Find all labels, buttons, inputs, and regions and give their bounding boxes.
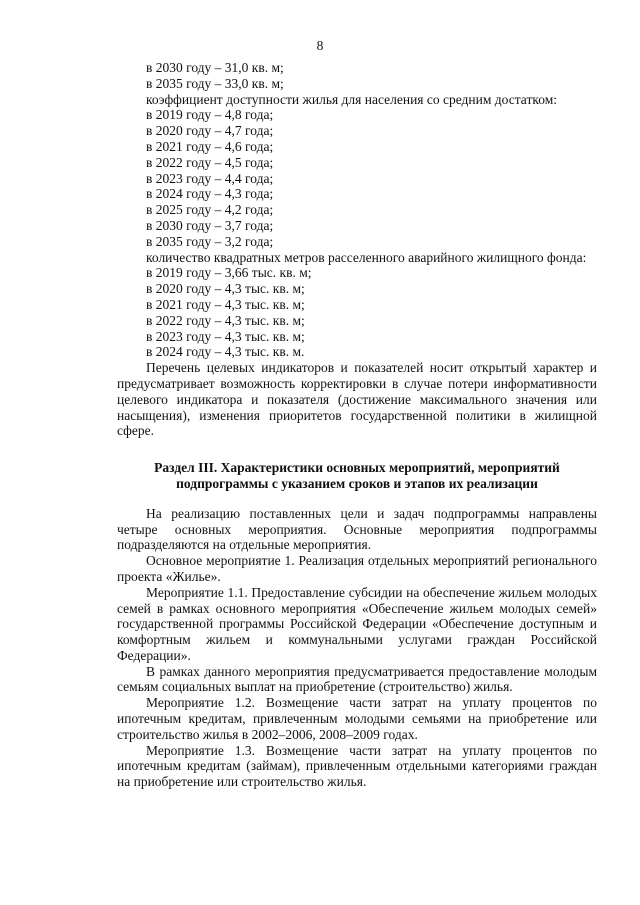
list-item: в 2021 году – 4,3 тыс. кв. м; [146, 296, 305, 312]
page-number: 8 [316, 38, 324, 53]
paragraph: Мероприятие 1.3. Возмещение части затрат на уплату процентов по ипотечным кредитам (займам), привлеченным отдельными категориями граждан на приобретение или строительство жилья. [117, 742, 597, 790]
list-item: в 2023 году – 4,3 тыс. кв. м; [146, 328, 305, 344]
list-item: в 2035 году – 33,0 кв. м; [146, 75, 284, 91]
list-item: в 2020 году – 4,3 тыс. кв. м; [146, 281, 305, 297]
section-heading [117, 460, 597, 492]
list-item: коэффициент доступности жилья для населения со средним достатком: [146, 91, 557, 107]
list-item: в 2019 году – 3,66 тыс. кв. м; [146, 265, 312, 281]
paragraph: Мероприятие 1.1. Предоставление субсидии на обеспечение жильем молодых семей в рамках основного мероприятия «Обеспечение жильем молодых семей» государственной программы Российской Федерации «Обеспечение доступным и комфортным жильем и коммунальными услугами граждан Российской Федерации». [117, 584, 597, 663]
housing-area-list [117, 60, 597, 250]
indicators-paragraph: Перечень целевых индикаторов и показателей носит открытый характер и предусматривает возможность корректировки в случае потери информативности целевого индикатора и показателя (достижение максимального значения или насыщения), изменения приоритетов государственной политики в жилищной сфере. [117, 360, 597, 439]
list-item: в 2024 году – 4,3 года; [146, 186, 274, 202]
list-item: в 2024 году – 4,3 тыс. кв. м. [146, 344, 305, 360]
resettled-housing-intro: количество квадратных метров расселенного аварийного жилищного фонда: [146, 249, 587, 265]
paragraph: На реализацию поставленных цели и задач подпрограммы направлены четыре основных мероприятия. Основные мероприятия подпрограммы подразделяются на отдельные мероприятия. [117, 505, 597, 553]
paragraph: Основное мероприятие 1. Реализация отдельных мероприятий регионального проекта «Жилье». [117, 553, 597, 584]
paragraph: Мероприятие 1.2. Возмещение части затрат на уплату процентов по ипотечным кредитам, привлеченным молодыми семьями на приобретение или строительство жилья в 2002–2006, 2008–2009 годах. [117, 695, 597, 742]
list-item: в 2030 году – 3,7 года; [146, 217, 274, 233]
list-item: в 2022 году – 4,5 года; [146, 154, 274, 170]
resettled-housing-list [117, 265, 597, 360]
list-item: в 2035 году – 3,2 года; [146, 233, 274, 249]
list-item: в 2020 году – 4,7 года; [146, 123, 274, 139]
section-heading-line-2: подпрограммы с указанием сроков и этапов их реализации [176, 475, 538, 491]
section-heading-line-1: Раздел III. Характеристики основных мероприятий, мероприятий [154, 460, 560, 476]
list-item: в 2022 году – 4,3 тыс. кв. м; [146, 312, 305, 328]
document-body [117, 60, 597, 790]
paragraph: В рамках данного мероприятия предусматривается предоставление молодым семьям социальных выплат на приобретение (строительство) жилья. [117, 663, 597, 695]
list-item: в 2019 году – 4,8 года; [146, 107, 274, 123]
list-item: в 2025 году – 4,2 года; [146, 202, 274, 218]
list-item: в 2023 году – 4,4 года; [146, 170, 274, 186]
list-item: в 2030 году – 31,0 кв. м; [146, 60, 284, 75]
list-item: в 2021 году – 4,6 года; [146, 138, 274, 154]
